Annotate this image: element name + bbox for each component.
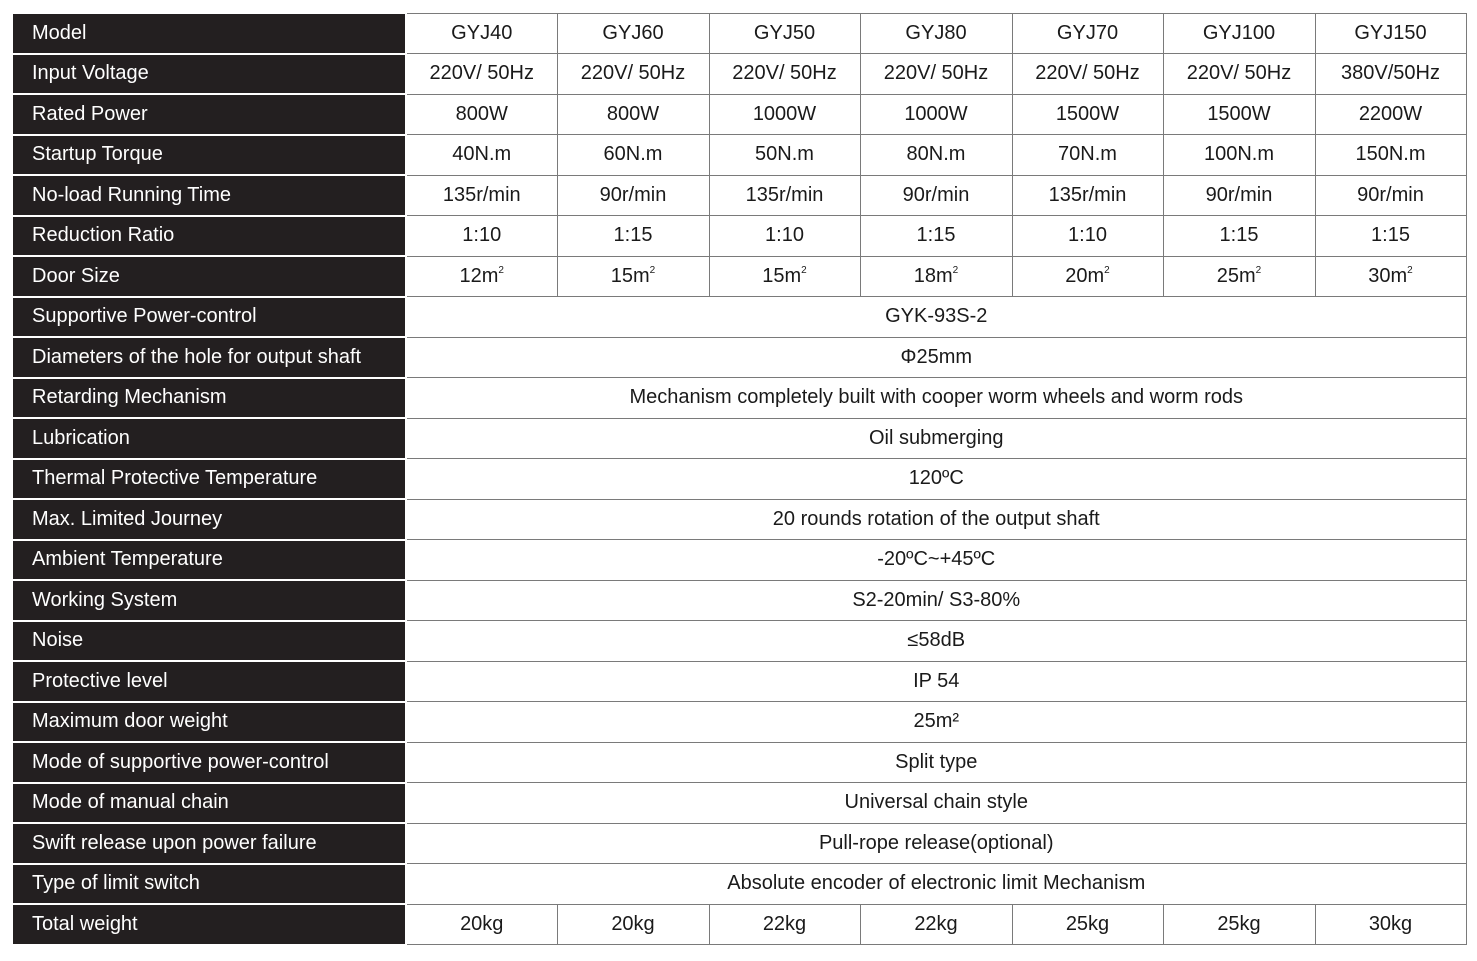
table-row bbox=[13, 661, 1466, 702]
cell-value: 25m bbox=[1216, 264, 1256, 287]
table-cell-merged: 120ºC bbox=[406, 459, 1466, 500]
row-label: Startup Torque bbox=[13, 135, 406, 176]
table-cell-merged: Φ25mm bbox=[406, 337, 1466, 378]
table-cell bbox=[709, 256, 860, 297]
table-cell bbox=[1012, 135, 1163, 176]
cell-value: 60N.m bbox=[603, 143, 663, 166]
row-label: Retarding Mechanism bbox=[13, 378, 406, 419]
cell-value: 1:10 bbox=[462, 224, 502, 247]
table-cell bbox=[1315, 256, 1466, 297]
table-row bbox=[13, 418, 1466, 459]
cell-value: 90r/min bbox=[599, 183, 667, 206]
cell-value: GYJ70 bbox=[1056, 21, 1119, 44]
cell-superscript: 2 bbox=[952, 264, 959, 276]
table-row bbox=[13, 702, 1466, 743]
row-label: Reduction Ratio bbox=[13, 216, 406, 257]
table-row bbox=[13, 823, 1466, 864]
table-cell-merged: Absolute encoder of electronic limit Mechanism bbox=[406, 864, 1466, 905]
table-cell bbox=[1012, 13, 1163, 54]
cell-value: GYJ60 bbox=[602, 21, 664, 44]
table-cell-merged: GYK-93S-2 bbox=[406, 297, 1466, 338]
cell-value: 100N.m bbox=[1203, 143, 1275, 166]
table-row bbox=[13, 783, 1466, 824]
table-cell-merged: 20 rounds rotation of the output shaft bbox=[406, 499, 1466, 540]
cell-value: 30kg bbox=[1368, 912, 1413, 935]
cell-value: 12m bbox=[459, 264, 499, 287]
cell-value: 90r/min bbox=[1357, 183, 1424, 206]
cell-value: 135r/min bbox=[745, 183, 824, 206]
cell-value: 1:10 bbox=[765, 224, 804, 247]
table-cell-merged: 25m² bbox=[406, 702, 1466, 743]
table-cell-merged: Pull-rope release(optional) bbox=[406, 823, 1466, 864]
row-label: Model bbox=[13, 13, 406, 54]
table-row bbox=[13, 297, 1466, 338]
cell-value: GYJ50 bbox=[753, 21, 816, 44]
cell-value: GYJ40 bbox=[451, 21, 513, 44]
table-cell bbox=[1012, 54, 1163, 95]
row-label: Door Size bbox=[13, 256, 406, 297]
table-cell bbox=[1163, 135, 1315, 176]
table-cell bbox=[557, 13, 709, 54]
cell-value: 40N.m bbox=[452, 143, 512, 166]
table-cell-merged: Universal chain style bbox=[406, 783, 1466, 824]
table-row bbox=[13, 256, 1466, 297]
table-row bbox=[13, 540, 1466, 581]
table-row bbox=[13, 54, 1466, 95]
table-cell bbox=[1315, 175, 1466, 216]
table-cell bbox=[709, 904, 860, 945]
cell-value: 1:15 bbox=[1219, 224, 1259, 247]
table-cell bbox=[860, 13, 1012, 54]
cell-value: 1:10 bbox=[1068, 224, 1107, 247]
table-row bbox=[13, 742, 1466, 783]
table-cell bbox=[860, 175, 1012, 216]
cell-value: 1:15 bbox=[916, 224, 956, 247]
table-cell bbox=[1163, 94, 1315, 135]
cell-value: GYJ80 bbox=[905, 21, 967, 44]
cell-value: 1000W bbox=[904, 102, 968, 125]
table-cell bbox=[557, 175, 709, 216]
table-row bbox=[13, 378, 1466, 419]
cell-value: 220V/ 50Hz bbox=[732, 62, 837, 85]
table-cell bbox=[709, 216, 860, 257]
table-row bbox=[13, 904, 1466, 945]
table-cell bbox=[1315, 54, 1466, 95]
cell-value: 220V/ 50Hz bbox=[883, 62, 989, 85]
row-label: Mode of manual chain bbox=[13, 783, 406, 824]
cell-value: 135r/min bbox=[1048, 183, 1127, 206]
spec-table-body bbox=[13, 13, 1466, 945]
cell-superscript: 2 bbox=[649, 264, 656, 276]
table-row bbox=[13, 175, 1466, 216]
cell-value: 20m bbox=[1065, 264, 1105, 287]
cell-value: 15m bbox=[610, 264, 650, 287]
cell-value: 220V/ 50Hz bbox=[1035, 62, 1140, 85]
cell-value: 380V/50Hz bbox=[1341, 62, 1440, 85]
table-cell bbox=[406, 54, 557, 95]
spec-table bbox=[13, 12, 1467, 946]
cell-value: 150N.m bbox=[1355, 143, 1426, 166]
cell-value: 1:15 bbox=[1371, 224, 1410, 247]
table-row bbox=[13, 135, 1466, 176]
table-cell bbox=[709, 175, 860, 216]
table-row bbox=[13, 864, 1466, 905]
table-cell bbox=[1012, 94, 1163, 135]
table-cell bbox=[406, 904, 557, 945]
table-row bbox=[13, 499, 1466, 540]
table-row bbox=[13, 621, 1466, 662]
table-cell bbox=[860, 54, 1012, 95]
row-label: Mode of supportive power-control bbox=[13, 742, 406, 783]
table-cell bbox=[709, 94, 860, 135]
table-cell bbox=[1315, 135, 1466, 176]
cell-superscript: 2 bbox=[1104, 264, 1110, 276]
cell-value: 220V/ 50Hz bbox=[580, 62, 686, 85]
cell-value: 70N.m bbox=[1058, 143, 1117, 166]
cell-value: 2200W bbox=[1358, 102, 1423, 125]
table-cell bbox=[1315, 94, 1466, 135]
cell-value: 25kg bbox=[1065, 912, 1110, 935]
cell-value: 800W bbox=[455, 102, 508, 125]
cell-value: 1000W bbox=[752, 102, 817, 125]
table-cell bbox=[1163, 175, 1315, 216]
table-cell bbox=[1012, 256, 1163, 297]
table-cell bbox=[860, 904, 1012, 945]
cell-superscript: 2 bbox=[1407, 264, 1413, 276]
cell-value: 90r/min bbox=[1205, 183, 1273, 206]
cell-value: GYJ150 bbox=[1354, 21, 1427, 44]
table-cell bbox=[1012, 175, 1163, 216]
row-label: Supportive Power-control bbox=[13, 297, 406, 338]
row-label: Rated Power bbox=[13, 94, 406, 135]
table-cell bbox=[1315, 904, 1466, 945]
table-cell bbox=[557, 94, 709, 135]
cell-value: 800W bbox=[606, 102, 660, 125]
table-row bbox=[13, 94, 1466, 135]
table-cell bbox=[557, 256, 709, 297]
cell-value: 1500W bbox=[1207, 102, 1271, 125]
cell-superscript: 2 bbox=[498, 264, 504, 276]
table-cell bbox=[1163, 904, 1315, 945]
table-cell bbox=[860, 256, 1012, 297]
table-cell bbox=[860, 216, 1012, 257]
row-label: Protective level bbox=[13, 661, 406, 702]
table-row bbox=[13, 580, 1466, 621]
table-row bbox=[13, 216, 1466, 257]
cell-superscript: 2 bbox=[1255, 264, 1262, 276]
table-cell bbox=[1163, 54, 1315, 95]
table-cell bbox=[709, 54, 860, 95]
table-cell bbox=[1163, 256, 1315, 297]
table-row bbox=[13, 337, 1466, 378]
cell-value: 220V/ 50Hz bbox=[1186, 62, 1292, 85]
table-cell bbox=[557, 135, 709, 176]
table-cell bbox=[557, 54, 709, 95]
cell-value: 50N.m bbox=[755, 143, 814, 166]
table-cell bbox=[406, 256, 557, 297]
row-label: Type of limit switch bbox=[13, 864, 406, 905]
table-cell-merged: Mechanism completely built with cooper worm wheels and worm rods bbox=[406, 378, 1466, 419]
row-label: Thermal Protective Temperature bbox=[13, 459, 406, 500]
table-cell-merged: ≤58dB bbox=[406, 621, 1466, 662]
table-cell bbox=[557, 904, 709, 945]
cell-value: 90r/min bbox=[902, 183, 970, 206]
cell-value: 20kg bbox=[460, 912, 504, 935]
cell-value: GYJ100 bbox=[1202, 21, 1276, 44]
cell-superscript: 2 bbox=[801, 264, 807, 276]
cell-value: 220V/ 50Hz bbox=[429, 62, 534, 85]
row-label: No-load Running Time bbox=[13, 175, 406, 216]
row-label: Working System bbox=[13, 580, 406, 621]
cell-value: 20kg bbox=[611, 912, 655, 935]
table-row bbox=[13, 459, 1466, 500]
cell-value: 18m bbox=[913, 264, 953, 287]
table-cell bbox=[1012, 216, 1163, 257]
row-label: Ambient Temperature bbox=[13, 540, 406, 581]
cell-value: 80N.m bbox=[906, 143, 966, 166]
table-cell-merged: Oil submerging bbox=[406, 418, 1466, 459]
cell-value: 25kg bbox=[1217, 912, 1261, 935]
cell-value: 135r/min bbox=[442, 183, 521, 206]
cell-value: 1:15 bbox=[613, 224, 653, 247]
table-cell bbox=[1315, 216, 1466, 257]
cell-value: 22kg bbox=[914, 912, 958, 935]
table-cell bbox=[406, 175, 557, 216]
table-cell bbox=[860, 94, 1012, 135]
table-cell bbox=[406, 94, 557, 135]
table-cell-merged: Split type bbox=[406, 742, 1466, 783]
table-cell bbox=[1163, 216, 1315, 257]
row-label: Swift release upon power failure bbox=[13, 823, 406, 864]
table-cell bbox=[557, 216, 709, 257]
row-label: Diameters of the hole for output shaft bbox=[13, 337, 406, 378]
row-label: Input Voltage bbox=[13, 54, 406, 95]
table-cell-merged: -20ºC~+45ºC bbox=[406, 540, 1466, 581]
table-cell bbox=[1012, 904, 1163, 945]
table-cell bbox=[406, 216, 557, 257]
table-cell bbox=[860, 135, 1012, 176]
row-label: Total weight bbox=[13, 904, 406, 945]
table-cell bbox=[406, 135, 557, 176]
row-label: Max. Limited Journey bbox=[13, 499, 406, 540]
row-label: Lubrication bbox=[13, 418, 406, 459]
cell-value: 30m bbox=[1368, 264, 1408, 287]
table-cell-merged: IP 54 bbox=[406, 661, 1466, 702]
table-cell-merged: S2-20min/ S3-80% bbox=[406, 580, 1466, 621]
table-cell bbox=[709, 135, 860, 176]
row-label: Maximum door weight bbox=[13, 702, 406, 743]
row-label: Noise bbox=[13, 621, 406, 662]
table-cell bbox=[709, 13, 860, 54]
table-cell bbox=[1163, 13, 1315, 54]
cell-value: 22kg bbox=[762, 912, 807, 935]
table-cell bbox=[406, 13, 557, 54]
cell-value: 15m bbox=[762, 264, 802, 287]
table-cell bbox=[1315, 13, 1466, 54]
table-row bbox=[13, 13, 1466, 54]
cell-value: 1500W bbox=[1055, 102, 1120, 125]
